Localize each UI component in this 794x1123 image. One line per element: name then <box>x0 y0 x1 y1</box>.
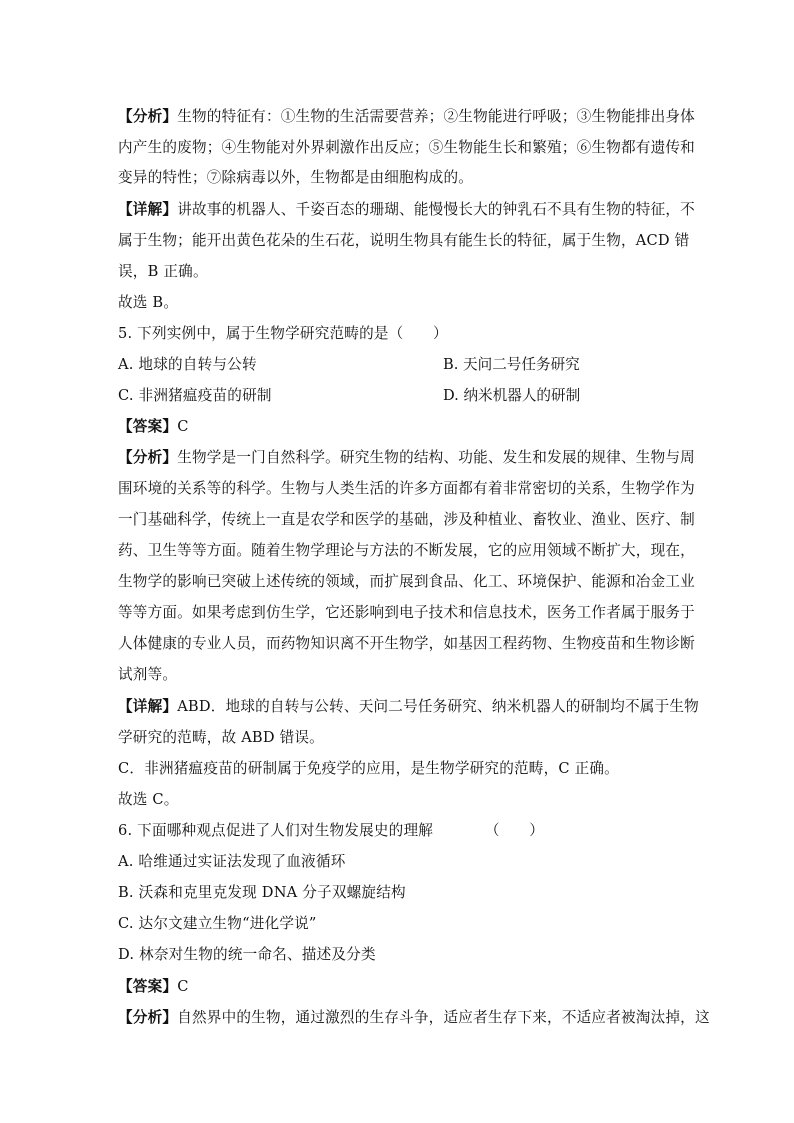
q6-option-c: C. 达尔文建立生物“进化学说” <box>118 915 317 932</box>
q5-conclusion: 故选 C。 <box>118 791 179 808</box>
analysis-text: 生物的特征有：①生物的生活需要营养；②生物能进行呼吸；③生物能排出身体 <box>177 108 695 125</box>
q5-stem: 5. 下列实例中，属于生物学研究范畴的是（ ） <box>118 325 448 342</box>
detail-tag: 【详解】 <box>118 698 178 715</box>
q6-analysis-line-1 <box>118 1006 710 1027</box>
q5-detail-c: C．非洲猪瘟疫苗的研制属于免疫学的应用，是生物学研究的范畴，C 正确。 <box>118 760 619 777</box>
q6-option-b: B. 沃森和克里克发现 DNA 分子双螺旋结构 <box>118 884 406 901</box>
answer-value: C <box>177 418 189 435</box>
analysis-text: 生物学是一门自然科学。研究生物的结构、功能、发生和发展的规律、生物与周 <box>177 449 695 466</box>
q5-option-a: A. 地球的自转与公转 <box>118 356 257 373</box>
q4-detail-line-3: 误，B 正确。 <box>118 263 208 280</box>
q5-analysis-line-3: 一门基础科学，传统上一直是农学和医学的基础，涉及种植业、畜牧业、渔业、医疗、制 <box>118 511 695 528</box>
analysis-tag: 【分析】 <box>118 449 178 466</box>
answer-value: C <box>177 978 189 995</box>
analysis-tag: 【分析】 <box>118 108 178 125</box>
q5-analysis-line-4: 药、卫生等等方面。随着生物学理论与方法的不断发展，它的应用领域不断扩大，现在， <box>118 542 695 559</box>
answer-tag: 【答案】 <box>118 418 178 435</box>
q5-analysis-line-1 <box>118 446 695 467</box>
q4-analysis-line-3: 变异的特性；⑦除病毒以外，生物都是由细胞构成的。 <box>118 169 474 186</box>
detail-text: ABD．地球的自转与公转、天问二号任务研究、纳米机器人的研制均不属于生物 <box>177 698 699 715</box>
answer-tag: 【答案】 <box>118 978 178 995</box>
q5-answer <box>118 415 189 436</box>
q5-option-c: C. 非洲猪瘟疫苗的研制 <box>118 387 272 404</box>
q5-option-d: D. 纳米机器人的研制 <box>443 387 581 404</box>
q4-detail-line-2: 属于生物；能开出黄色花朵的生石花，说明生物具有能生长的特征，属于生物，ACD 错 <box>118 232 690 249</box>
analysis-tag: 【分析】 <box>118 1009 178 1026</box>
q5-option-b: B. 天问二号任务研究 <box>443 356 580 373</box>
q6-answer <box>118 975 189 996</box>
analysis-text: 自然界中的生物，通过激烈的生存斗争，适应者生存下来，不适应者被淘汰掉，这 <box>177 1009 710 1026</box>
q4-analysis-line-2: 内产生的废物；④生物能对外界刺激作出反应；⑤生物能生长和繁殖；⑥生物都有遗传和 <box>118 139 695 156</box>
q5-analysis-line-7: 人体健康的专业人员，而药物知识离不开生物学，如基因工程药物、生物疫苗和生物诊断 <box>118 635 695 652</box>
q4-detail-line-1 <box>118 198 695 219</box>
q5-analysis-line-8: 试剂等。 <box>118 666 178 683</box>
q4-analysis-line-1 <box>118 105 695 126</box>
q6-option-d: D. 林奈对生物的统一命名、描述及分类 <box>118 946 376 963</box>
q5-detail-line-2: 学研究的范畴，故 ABD 错误。 <box>118 729 324 746</box>
q6-stem: 6. 下面哪种观点促进了人们对生物发展史的理解 （ ） <box>118 822 545 839</box>
q6-option-a: A. 哈维通过实证法发现了血液循环 <box>118 853 346 870</box>
detail-text: 讲故事的机器人、千姿百态的珊瑚、能慢慢长大的钟乳石不具有生物的特征，不 <box>177 201 695 218</box>
q5-detail-line-1 <box>118 695 699 716</box>
q5-analysis-line-5: 生物学的影响已突破上述传统的领域，而扩展到食品、化工、环境保护、能源和冶金工业 <box>118 573 695 590</box>
q5-analysis-line-2: 围环境的关系等的科学。生物与人类生活的许多方面都有着非常密切的关系，生物学作为 <box>118 480 695 497</box>
q4-conclusion: 故选 B。 <box>118 294 179 311</box>
detail-tag: 【详解】 <box>118 201 178 218</box>
q5-analysis-line-6: 等等方面。如果考虑到仿生学，它还影响到电子技术和信息技术，医务工作者属于服务于 <box>118 604 695 621</box>
